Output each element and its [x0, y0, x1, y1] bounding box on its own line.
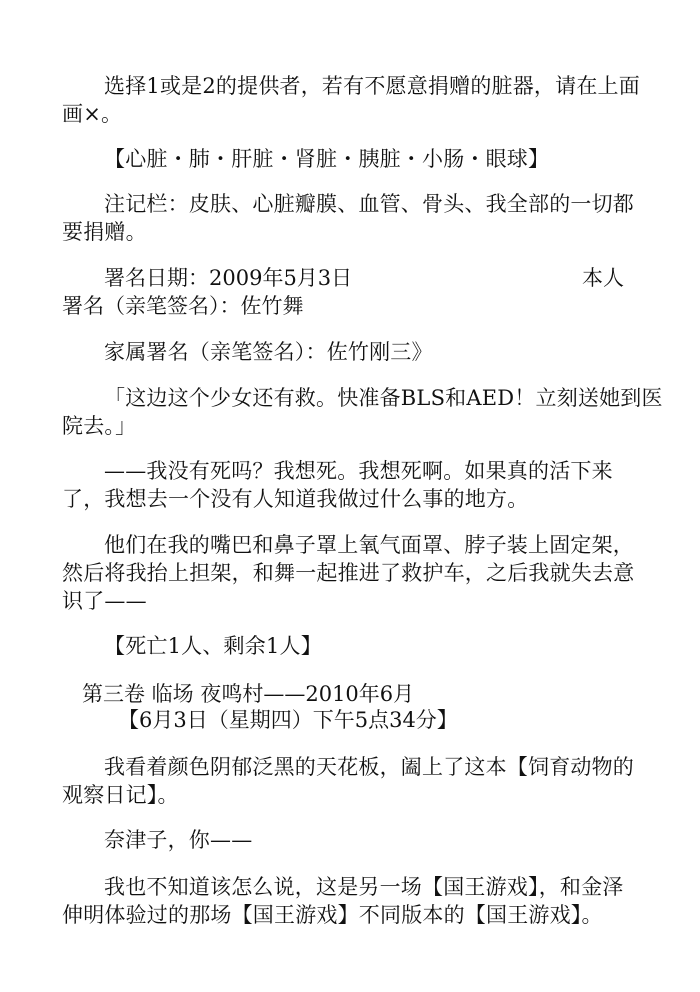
text-line: 然后将我抬上担架，和舞一起推进了救护车，之后我就失去意 [62, 561, 635, 585]
signature-date: 署名日期：2009年5月3日 [104, 266, 353, 290]
text-line: 要捐赠。 [62, 220, 147, 244]
inner-thought-paragraph [62, 457, 642, 513]
death-count: 【死亡1人、剩余1人】 [104, 634, 322, 658]
self-signature: 署名（亲笔签名）：佐竹舞 [62, 294, 304, 318]
signature-date-row [104, 264, 624, 292]
family-signature: 家属署名（亲笔签名）：佐竹刚三》 [104, 340, 433, 364]
text-line: 识了—— [62, 589, 147, 613]
text-line: 了，我想去一个没有人知道我做过什么事的地方。 [62, 487, 529, 511]
king-game-paragraph [62, 873, 642, 929]
donor-instruction-paragraph [62, 72, 642, 128]
rescue-paragraph [62, 531, 642, 615]
self-label: 本人 [582, 266, 624, 290]
text-line: 观察日记】。 [62, 783, 179, 807]
text-line: 他们在我的嘴巴和鼻子罩上氧气面罩、脖子装上固定架， [104, 533, 634, 557]
organ-list: 【心脏・肺・肝脏・肾脏・胰脏・小肠・眼球】 [104, 147, 550, 171]
rescuer-quote-paragraph [62, 384, 663, 440]
chapter-title: 第三卷 临场 夜鸣村——2010年6月 [82, 682, 415, 706]
text-line: 院去。」 [62, 414, 137, 438]
diary-paragraph [62, 753, 642, 809]
natsuko-line: 奈津子，你—— [104, 828, 253, 852]
text-line: 注记栏：皮肤、心脏瓣膜、血管、骨头、我全部的一切都 [104, 192, 634, 216]
text-line: 「这边这个少女还有救。快准备BLS和AED！立刻送她到医 [104, 386, 663, 410]
text-line: 选择1或是2的提供者，若有不愿意捐赠的脏器，请在上面 [104, 74, 640, 98]
text-line: 画×。 [62, 102, 123, 126]
text-line: 我也不知道该怎么说，这是另一场【国王游戏】，和金泽 [104, 875, 624, 899]
text-line: 伸明体验过的那场【国王游戏】不同版本的【国王游戏】。 [62, 903, 603, 927]
notes-paragraph [62, 190, 642, 246]
text-line: 我看着颜色阴郁泛黑的天花板，阖上了这本【饲育动物的 [104, 755, 634, 779]
text-line: ——我没有死吗？我想死。我想死啊。如果真的活下来 [104, 459, 613, 483]
chapter-time: 【6月3日（星期四）下午5点34分】 [118, 708, 458, 732]
